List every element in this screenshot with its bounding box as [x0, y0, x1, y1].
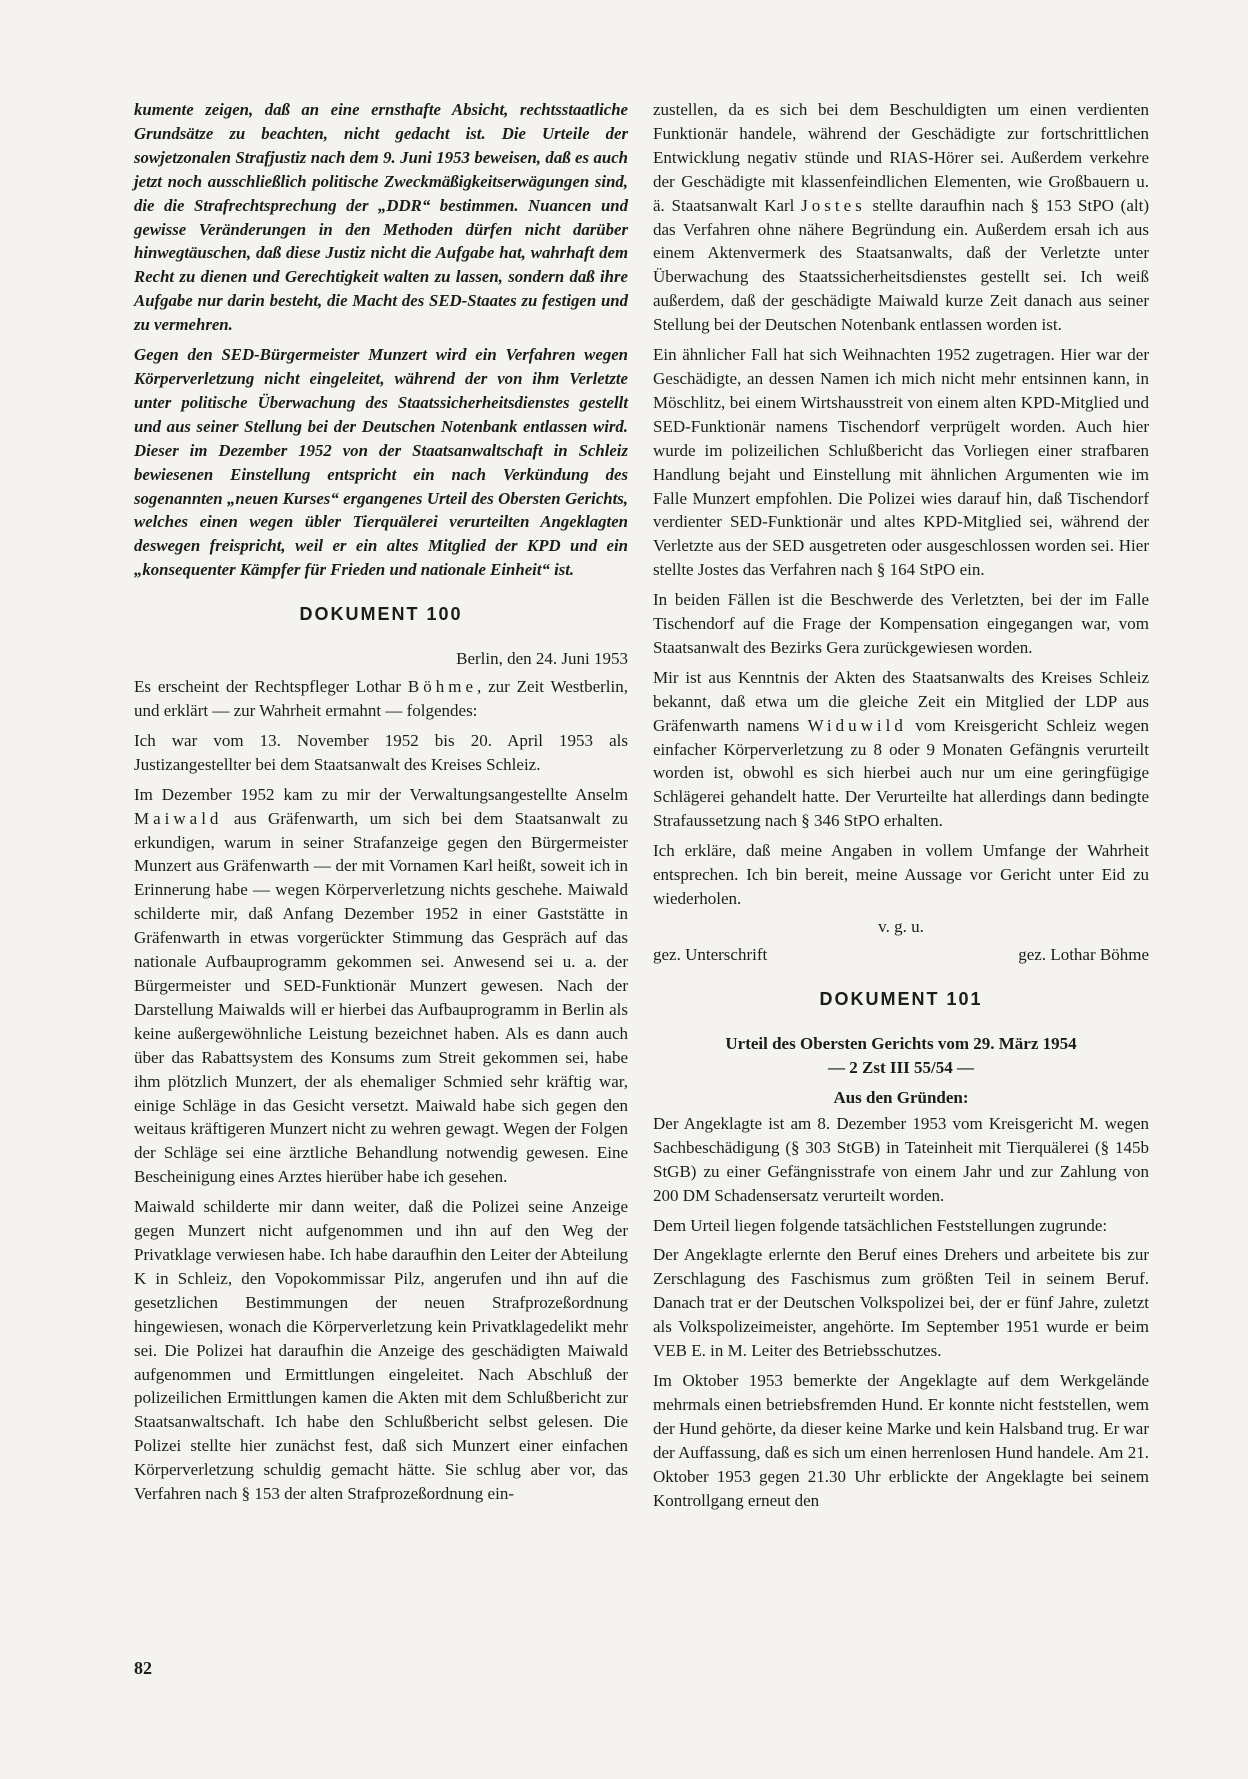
grounds-heading: Aus den Gründen:: [833, 1087, 969, 1107]
text-run: stellte daraufhin nach § 153 StPO (alt) das Verfahren ohne nähere Begründung ein. Außerdem ersah ich aus einem Aktenvermerk des Staatsanwalts, daß der Verletzte unter Überwachung des Staatssicherheitsdienstes gestellt sei. Ich weiß außerdem, daß der geschädigte Maiwald kurze Zeit danach aus seiner Stellung bei der Deutschen Notenbank entlassen worden ist.: [653, 195, 1149, 335]
paragraph-defendant-background: Der Angeklagte erlernte den Beruf eines Drehers und arbeitete bis zur Zerschlagung des Faschismus zum größten Teil in seinem Beruf. Danach trat er der Deutschen Volkspolizei bei, der er fünf Jahre, zuletzt als Volkspolizeimeister, angehörte. Im September 1951 wurde er beim VEB E. in M. Leiter des Betriebsschutzes.: [653, 1245, 1149, 1361]
paragraph-findings-intro: Dem Urteil liegen folgende tatsächlichen Feststellungen zugrunde:: [653, 1215, 1108, 1235]
text-run: vom Kreisgericht Schleiz wegen einfacher Körperverletzung zu 8 oder 9 Monaten Gefängnis verurteilt worden ist, obwohl es sich hierbei auch nur um eine geringfügige Schlägerei gehandelt hatte. Der Verurteilte hat allerdings dann bedingte Strafaussetzung nach § 346 StPO erhalten.: [653, 715, 1149, 831]
document-100-heading: DOKUMENT 100: [299, 604, 463, 625]
verdict-heading: [653, 1032, 1149, 1080]
spaced-name: Maiwald: [134, 808, 223, 828]
left-column: [134, 98, 628, 1512]
spaced-name: Böhme: [407, 677, 478, 697]
paragraph-employment: Ich war vom 13. November 1952 bis 20. April 1953 als Justizangestellter bei dem Staatsanwalt des Kreises Schleiz.: [134, 730, 628, 774]
text-run: Im Dezember 1952 kam zu mir der Verwaltungsangestellte Anselm: [134, 784, 628, 804]
paragraph-continuation: [653, 98, 1149, 337]
verdict-docket: — 2 Zst III 55/54 —: [828, 1057, 974, 1077]
text-run: zustellen, da es sich bei dem Beschuldigten um einen verdienten Funktionär handele, während der Geschädigte zur fortschrittlichen Entwicklung negativ stünde und RIAS-Hörer sei. Außerdem verkehre der Geschädigte mit klassenfeindlichen Elementen, wie Großbauern u. ä. Staatsanwalt Karl: [653, 100, 1149, 215]
vgu-note: v. g. u.: [878, 916, 924, 936]
paragraph-complaint: In beiden Fällen ist die Beschwerde des Verletzten, bei der im Falle Tischendorf auf die Frage der Kompensation eingegangen war, vom Staatsanwalt des Bezirks Gera zurückgewiesen worden.: [653, 590, 1149, 657]
text-run: , zur Zeit Westberlin, und erklärt — zur Wahrheit ermahnt — folgendes:: [134, 677, 628, 721]
text-run: Mir ist aus Kenntnis der Akten des Staatsanwalts des Kreises Schleiz bekannt, daß etwa um die gleiche Zeit ein Mitglied der LDP aus Gräfenwarth namens: [653, 667, 1149, 735]
signature-row: [653, 943, 1149, 967]
document-101-heading: DOKUMENT 101: [819, 988, 983, 1009]
spaced-name: Jostes: [801, 195, 866, 215]
text-run: aus Gräfenwarth, um sich bei dem Staatsanwalt zu erkundigen, warum in seiner Strafanzeige gegen den Bürgermeister Munzert aus Gräfenwarth — der mit Vornamen Karl heißt, soweit ich in Erinnerung habe — wegen Körperverletzung nichts geschehe. Maiwald schilderte mir, daß Anfang Dezember 1952 in einer Gaststätte in Gräfenwarth in etwas vorgerückter Stimmung das Gespräch auf das nationale Aufbauprogramm gekommen sei. Anwesend sei u. a. der Bürgermeister und SED-Funktionär Munzert gewesen. Nach der Darstellung Maiwalds will er hierbei das Aufbauprogramm in Berlin als keine außergewöhnliche Leistung bezeichnet haben. Als es dann auch über das Rabattsystem des Konsums zum Streit gekommen sei, habe ihm plötzlich Munzert, der als ehemaliger Schmied sehr kräftig war, einige Schläge in das Gesicht versetzt. Maiwald habe sich gegen den weitaus kräftigeren Munzert nicht zu wehren gewagt. Wegen der Folgen der Schläge sei eine ärztliche Behandlung notwendig gewesen. Eine Bescheinigung eines Arztes hierüber habe ich gesehen.: [134, 808, 628, 1187]
spaced-name: Widuwild: [807, 715, 907, 735]
verdict-title: Urteil des Obersten Gerichts vom 29. März 1954: [725, 1033, 1077, 1053]
paragraph-sentence: Der Angeklagte ist am 8. Dezember 1953 vom Kreisgericht M. wegen Sachbeschädigung (§ 303 StGB) in Tateinheit mit Tierquälerei (§ 145b StGB) zu einer Gefängnisstrafe von einem Jahr und zur Zahlung von 200 DM Schadensersatz verurteilt worden.: [653, 1113, 1149, 1205]
paragraph-maiwald: [134, 783, 628, 1189]
signature-left: gez. Unterschrift: [653, 944, 768, 964]
paragraph-dog-incident: Im Oktober 1953 bemerkte der Angeklagte auf dem Werkgelände mehrmals einen betriebsfremden Hund. Er konnte nicht feststellen, wem der Hund gehörte, da dieser keine Marke und kein Halsband trug. Er war der Auffassung, daß es sich um einen herrenlosen Hund handele. Am 21. Oktober 1953 gegen 21.30 Uhr erblickte der Angeklagte bei seinem Kontrollgang erneut den: [653, 1370, 1149, 1510]
paragraph-declaration: [134, 675, 628, 723]
paragraph-police: Maiwald schilderte mir dann weiter, daß die Polizei seine Anzeige gegen Munzert nicht aufgenommen und ihn auf den Weg der Privatklage verwiesen habe. Ich habe daraufhin den Leiter der Abteilung K in Schleiz, den Vopokommissar Pilz, angerufen und ihn auf die gesetzlichen Bestimmungen der neuen Strafprozeßordnung hingewiesen, wonach die Körperverletzung kein Privatklagedelikt mehr sei. Die Polizei hat daraufhin die Anzeige des geschädigten Maiwald aufgenommen und Ermittlungen eingeleitet. Nach Abschluß der polizeilichen Ermittlungen kamen die Akten mit dem Schlußbericht zur Staatsanwaltschaft. Ich habe den Schlußbericht selbst gelesen. Die Polizei stellte hier zunächst fest, daß sich Munzert einer einfachen Körperverletzung schuldig gemacht hätte. Sie schlug aber vor, das Verfahren nach § 153 der alten Strafprozeßordnung ein-: [134, 1197, 628, 1504]
paragraph-widuwild: [653, 666, 1149, 833]
text-run: Es erscheint der Rechtspfleger Lothar: [134, 677, 408, 697]
paragraph-affirmation: Ich erkläre, daß meine Angaben in vollem Umfange der Wahrheit entsprechen. Ich bin bereit, meine Aussage vor Gericht unter Eid zu wiederholen.: [653, 841, 1149, 908]
document-100-date: Berlin, den 24. Juni 1953: [456, 649, 628, 669]
intro-paragraph-1: kumente zeigen, daß an eine ernsthafte Absicht, rechtsstaatliche Grundsätze zu beachten, nicht gedacht ist. Die Urteile der sowjetzonalen Strafjustiz nach dem 9. Juni 1953 beweisen, daß es auch jetzt noch ausschließlich politische Zweckmäßigkeitserwägungen sind, die die Strafrechtsprechung der „DDR“ bestimmen. Nuancen und gewisse Veränderungen in den Methoden dürfen nicht darüber hinwegtäuschen, daß diese Justiz nicht die Aufgabe hat, wahrhaft dem Recht zu dienen und Gerechtigkeit walten zu lassen, sondern daß ihre Aufgabe nur darin besteht, die Macht des SED-Staates zu festigen und zu vermehren.: [134, 100, 628, 335]
intro-paragraph-2: Gegen den SED-Bürgermeister Munzert wird ein Verfahren wegen Körperverletzung nicht eingeleitet, während der von ihm Verletzte unter politische Überwachung des Staatssicherheitsdienstes gestellt und aus seiner Stellung bei der Deutschen Notenbank entlassen wird. Dieser im Dezember 1952 von der Staatsanwaltschaft in Schleiz bewiesenen Einstellung entspricht ein nach Verkündung des sogenannten „neuen Kurses“ ergangenes Urteil des Obersten Gerichts, welches einen wegen übler Tierquälerei verurteilten Angeklagten deswegen freispricht, weil er ein altes Mitglied der KPD und ein „konsequenter Kämpfer für Frieden und nationale Einheit“ ist.: [134, 345, 628, 580]
right-column: [653, 98, 1149, 1518]
page-number: 82: [134, 1658, 152, 1678]
paragraph-similar-case: Ein ähnlicher Fall hat sich Weihnachten 1952 zugetragen. Hier war der Geschädigte, an dessen Namen ich mich nicht mehr entsinnen kann, in Möschlitz, bei einem Wirtshausstreit von einem alten KPD-Mitglied und SED-Funktionär namens Tischendorf verprügelt worden. Auch hier wurde im polizeilichen Schlußbericht das Vorliegen einer strafbaren Handlung bejaht und Einstellung mit ähnlichen Argumenten wie im Falle Munzert empfohlen. Die Polizei wies darauf hin, daß Tischendorf verdienter SED-Funktionär und altes KPD-Mitglied sei, während der Verletzte aus der SED ausgetreten oder ausgeschlossen worden sei. Hier stellte Jostes das Verfahren nach § 164 StPO ein.: [653, 345, 1149, 580]
signature-right: gez. Lothar Böhme: [1018, 944, 1149, 964]
